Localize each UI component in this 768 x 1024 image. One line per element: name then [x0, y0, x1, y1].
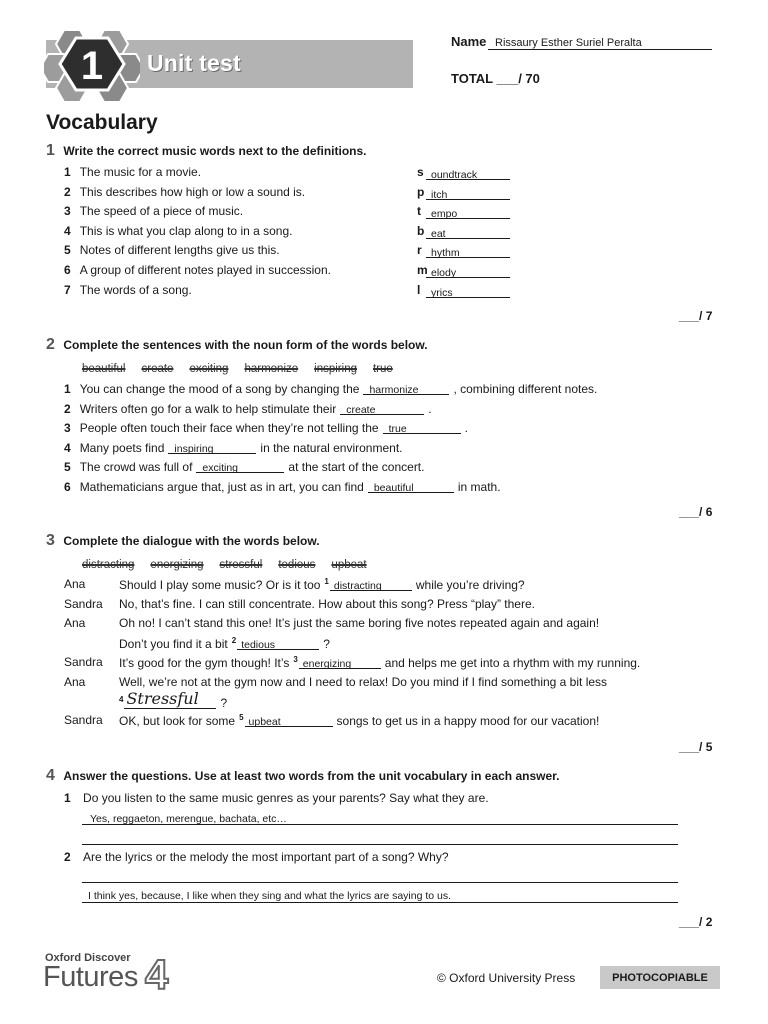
word-bank-upbeat: upbeat	[331, 559, 367, 571]
q3-answer: upbeat	[248, 716, 281, 728]
q3-line-end: and helps me get into a rhythm with my running.	[384, 656, 641, 670]
q3-answer: energizing	[302, 658, 352, 670]
item-number: 5	[64, 460, 71, 475]
q1-definition: A group of different notes played in succession.	[79, 263, 331, 277]
q3-line-text: OK, but look for some	[119, 714, 236, 728]
q2-answer-blank[interactable]	[340, 401, 424, 415]
item-number: 4	[64, 223, 71, 238]
q1-first-letter: s	[417, 165, 424, 179]
q3-gap-number: 5	[239, 713, 244, 722]
q2-answer-blank[interactable]	[383, 420, 461, 434]
q3-line-text: Well, we’re not at the gym now and I need to relax! Do you mind if I find something a bit less	[119, 675, 608, 689]
q1-definition: Notes of different lengths give us this.	[79, 243, 280, 258]
q2-item	[64, 381, 597, 396]
q2-sentence-start: Many poets find	[79, 440, 165, 455]
q3-gap-number: 3	[293, 655, 298, 664]
q2-sentence-end: .	[428, 401, 432, 416]
copyright: © Oxford University Press	[437, 971, 576, 985]
q4-question-1: Do you listen to the same music genres as your parents? Say what they are.	[83, 791, 489, 805]
item-number: 2	[64, 401, 71, 416]
q3-line	[119, 577, 525, 592]
item-number: 3	[64, 421, 71, 436]
q3-answer: Stressful	[126, 689, 199, 708]
brand-logo: Futures	[43, 961, 138, 993]
q1-definition: The speed of a piece of music.	[79, 204, 244, 219]
q4-instruction: Answer the questions. Use at least two words from the unit vocabulary in each answer.	[63, 769, 560, 783]
item-number: 2	[64, 850, 71, 864]
q2-answer: beautiful	[373, 482, 414, 494]
q3-speaker: Sandra	[64, 655, 103, 669]
q1-definition: This describes how high or low a sound is.	[79, 184, 306, 199]
q4-answer-line-1b[interactable]	[82, 831, 678, 845]
unit-hexagon-badge	[44, 24, 140, 104]
q1-item	[64, 243, 280, 257]
q3-answer-blank[interactable]	[299, 655, 381, 669]
word-bank-tedious: tedious	[278, 559, 316, 571]
word-bank-create: create	[141, 363, 174, 375]
q2-sentence-end: , combining different notes.	[453, 382, 598, 396]
q1-heading	[46, 142, 367, 160]
q2-item	[64, 401, 432, 416]
q2-sentence-end: .	[464, 421, 468, 436]
q1-item	[64, 165, 201, 179]
q1-first-letter: p	[417, 184, 425, 199]
q1-definition: The music for a movie.	[79, 165, 202, 179]
word-bank-harmonize: harmonize	[244, 363, 299, 375]
name-value: Rissaury Esther Suriel Peralta	[495, 37, 642, 49]
q3-instruction: Complete the dialogue with the words below.	[63, 534, 320, 548]
q1-first-letter: l	[417, 282, 421, 297]
word-bank-stressful: stressful	[219, 559, 263, 571]
q1-number: 1	[46, 142, 55, 159]
q2-score: ___/ 6	[679, 505, 713, 519]
q3-line	[119, 713, 599, 728]
q3-speaker: Sandra	[64, 713, 103, 727]
q2-answer: create	[346, 403, 376, 416]
q1-item	[64, 283, 192, 297]
q3-line-end: while you’re driving?	[415, 578, 525, 592]
item-number: 6	[64, 263, 71, 277]
q1-answer: yrics	[431, 286, 453, 299]
item-number: 1	[64, 791, 71, 805]
q2-item	[64, 440, 403, 455]
word-bank-distracting: distracting	[82, 559, 135, 571]
q1-first-letter: b	[417, 223, 425, 238]
q2-word-bank	[82, 359, 409, 377]
item-number: 6	[64, 480, 71, 494]
q3-line-text: Don’t you find it a bit	[119, 637, 228, 651]
q3-answer-blank[interactable]	[237, 636, 319, 650]
q3-speaker: Ana	[64, 616, 86, 630]
q2-answer-blank[interactable]	[168, 440, 256, 454]
q1-score: ___/ 7	[679, 309, 713, 323]
item-number: 2	[64, 184, 71, 199]
q3-line	[119, 616, 599, 630]
q2-heading	[46, 336, 428, 354]
q4-item-1	[64, 791, 489, 805]
q1-item	[64, 204, 243, 218]
word-bank-exciting: exciting	[189, 363, 229, 375]
page-title: Unit test	[147, 50, 241, 76]
q3-speaker: Ana	[64, 675, 86, 689]
q1-answer: empo	[431, 208, 458, 221]
q2-item	[64, 420, 468, 435]
svg-text:1: 1	[80, 44, 104, 88]
q2-answer-blank[interactable]	[196, 459, 284, 473]
section-title: Vocabulary	[46, 111, 158, 134]
level-number: 4	[145, 951, 169, 998]
q1-answer: itch	[431, 188, 448, 201]
q2-answer: true	[388, 423, 407, 436]
word-bank-beautiful: beautiful	[82, 363, 126, 375]
item-number: 3	[64, 204, 71, 219]
q3-line-text: No, that’s fine. I can still concentrate. How about this song? Press “play” there.	[119, 597, 535, 611]
q1-answer: eat	[431, 227, 446, 240]
q3-line-text: Should I play some music? Or is it too	[119, 578, 321, 592]
q2-item	[64, 459, 424, 474]
q1-item	[64, 185, 305, 199]
q3-gap-number: 4	[119, 695, 124, 704]
q3-speaker: Ana	[64, 577, 86, 591]
q2-number: 2	[46, 336, 55, 353]
q3-number: 3	[46, 532, 55, 549]
q2-answer-blank[interactable]	[363, 381, 449, 395]
word-bank-true: true	[372, 363, 393, 375]
q4-answer-line-2a[interactable]	[82, 869, 678, 883]
q4-heading	[46, 767, 559, 785]
q2-sentence-start: Writers often go for a walk to help stimulate their	[79, 401, 337, 416]
q3-word-bank	[82, 555, 383, 573]
total-score: TOTAL ___/ 70	[451, 71, 540, 86]
q1-first-letter: m	[417, 263, 428, 277]
q1-item	[64, 263, 331, 277]
q3-gap-number: 2	[231, 636, 237, 645]
q3-line	[119, 597, 535, 611]
item-number: 5	[64, 243, 71, 258]
q3-line-end: songs to get us in a happy mood for our vacation!	[336, 714, 600, 728]
q4-answer-1: Yes, reggaeton, merengue, bachata, etc…	[90, 813, 287, 825]
q3-line-end: ?	[323, 637, 330, 651]
name-label: Name	[451, 34, 487, 49]
q1-answer: oundtrack	[431, 169, 478, 181]
q2-item	[64, 479, 501, 494]
q3-answer-blank[interactable]	[330, 577, 412, 591]
q3-line-text: Oh no! I can’t stand this one! It’s just the same boring five notes repeated again and again!	[119, 616, 600, 630]
q1-item	[64, 224, 292, 238]
item-number: 7	[64, 282, 71, 297]
q1-definition: This is what you clap along to in a song.	[79, 223, 293, 238]
q2-sentence-start: You can change the mood of a song by changing the	[79, 382, 360, 396]
q2-answer: inspiring	[174, 442, 214, 455]
q2-instruction: Complete the sentences with the noun form of the words below.	[63, 338, 428, 352]
q1-instruction: Write the correct music words next to the definitions.	[63, 144, 367, 158]
q1-first-letter: r	[417, 243, 422, 258]
q3-line	[119, 689, 228, 710]
q3-line	[119, 675, 607, 689]
word-bank-energizing: energizing	[150, 559, 204, 571]
item-number: 1	[64, 382, 71, 396]
brand-line1: Oxford Discover	[45, 952, 131, 964]
photocopiable-badge: PHOTOCOPIABLE	[600, 966, 720, 989]
word-bank-inspiring: inspiring	[314, 363, 357, 375]
q2-answer-blank[interactable]	[368, 479, 454, 493]
q4-number: 4	[46, 767, 55, 784]
q1-first-letter: t	[417, 204, 421, 219]
q4-answer-2: I think yes, because, I like when they sing and what the lyrics are saying to us.	[88, 890, 452, 902]
q2-answer: harmonize	[369, 384, 419, 396]
q3-line	[119, 655, 640, 670]
q3-answer: tedious	[241, 639, 276, 651]
q3-speaker: Sandra	[64, 597, 103, 611]
q2-sentence-end: in math.	[457, 480, 501, 494]
q1-definition: The words of a song.	[79, 282, 192, 297]
q4-question-2: Are the lyrics or the melody the most important part of a song? Why?	[83, 850, 449, 864]
q3-line-text: It’s good for the gym though! It’s	[119, 656, 290, 670]
q2-sentence-start: Mathematicians argue that, just as in art, you can find	[79, 480, 364, 494]
q3-score: ___/ 5	[679, 740, 713, 754]
q3-gap-number: 1	[324, 577, 329, 586]
q3-answer-blank[interactable]	[124, 689, 216, 709]
q3-answer: distracting	[333, 580, 382, 592]
q2-sentence-start: People often touch their face when they’re not telling the	[79, 421, 379, 436]
item-number: 1	[64, 165, 71, 179]
q3-line	[119, 636, 330, 651]
q3-heading	[46, 532, 320, 550]
q3-answer-blank[interactable]	[245, 713, 333, 727]
q3-line-end: ?	[220, 696, 228, 710]
q1-answer: hythm	[431, 247, 460, 260]
q4-item-2	[64, 850, 449, 864]
q2-sentence-start: The crowd was full of	[79, 460, 193, 475]
q2-answer: exciting	[202, 462, 239, 475]
q2-sentence-end: at the start of the concert.	[288, 460, 425, 475]
q2-sentence-end: in the natural environment.	[260, 440, 403, 455]
q1-answer: elody	[431, 267, 457, 279]
q4-score: ___/ 2	[679, 915, 713, 929]
item-number: 4	[64, 440, 71, 455]
